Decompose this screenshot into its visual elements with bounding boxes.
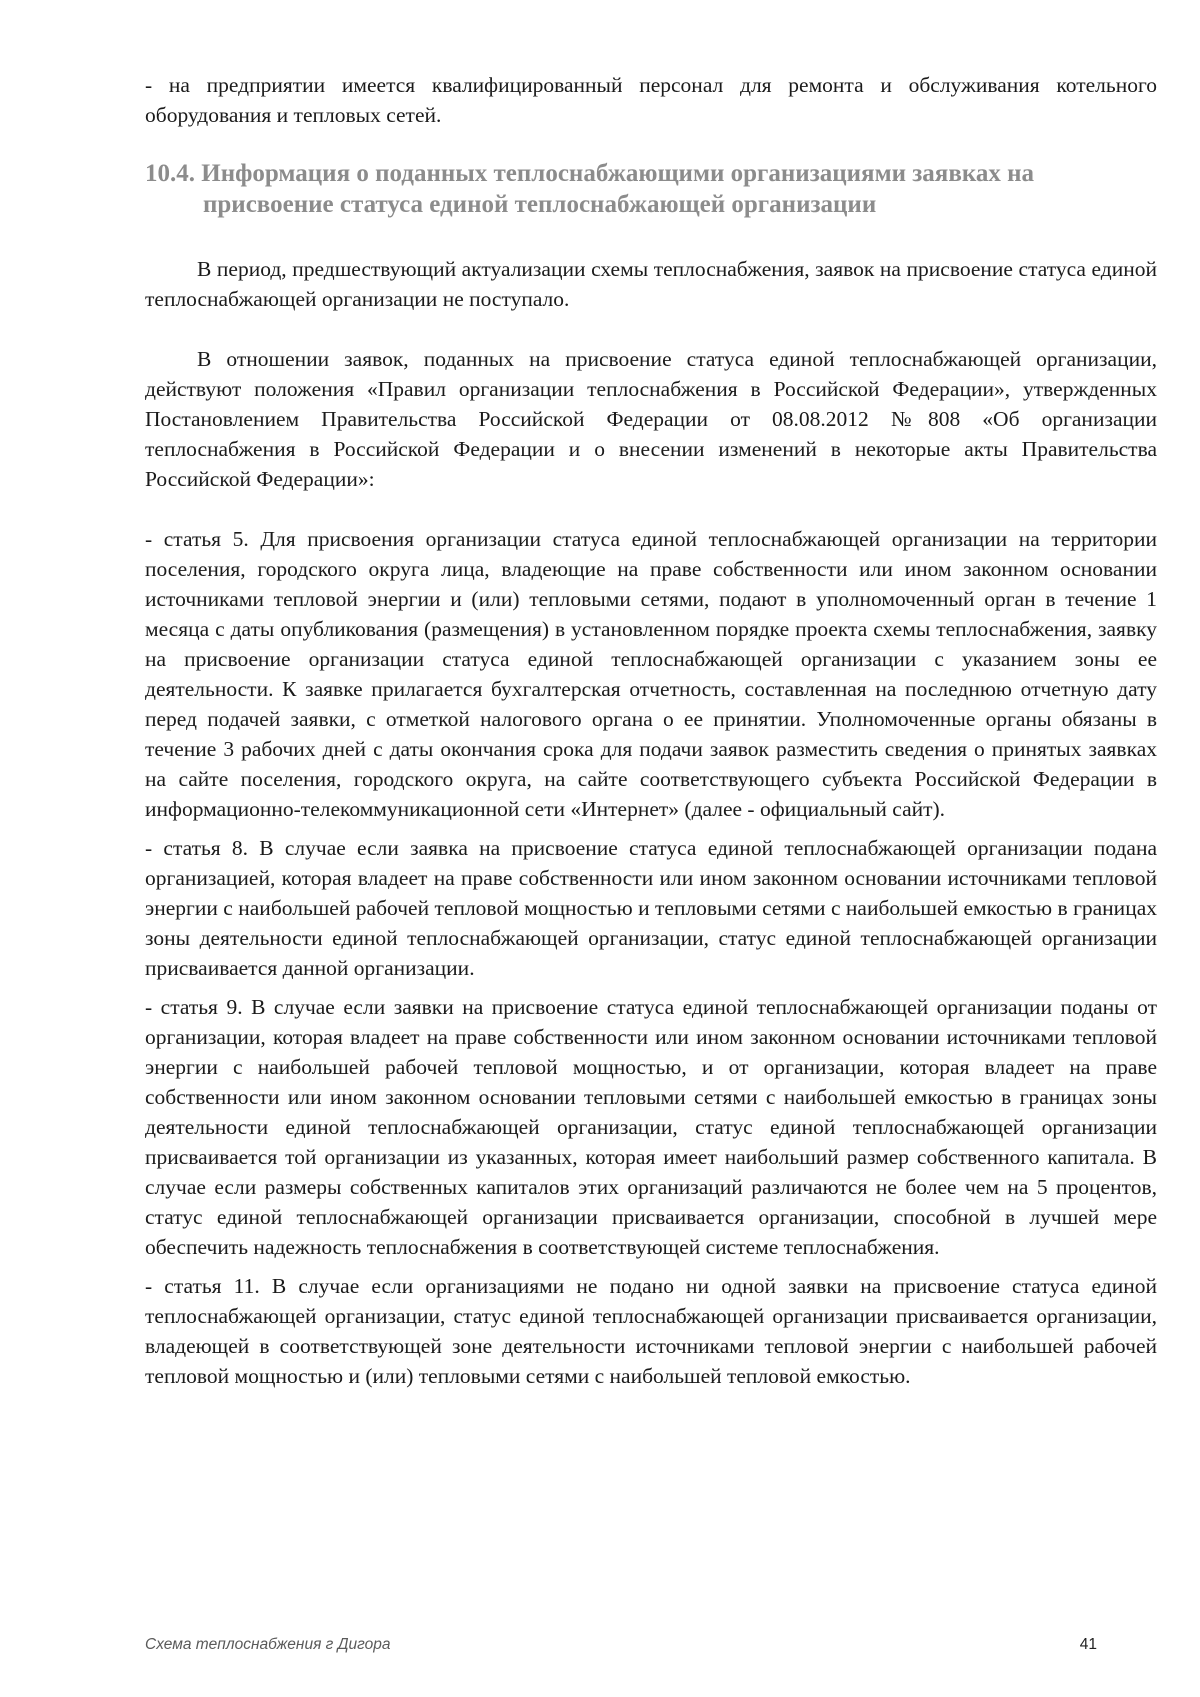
intro-paragraph: - на предприятии имеется квалифицированный персонал для ремонта и обслуживания котельного оборудования и тепловых сетей. xyxy=(145,73,1157,127)
article-paragraph: - статья 5. Для присвоения организации статуса единой теплоснабжающей организации на территории поселения, городского округа лица, владеющие на праве собственности или ином законном основании источниками тепловой энергии и (или) тепловыми сетями, подают в уполномоченный орган в течение 1 месяца с даты опубликования (размещения) в установленном порядке проекта схемы теплоснабжения, заявку на присвоение организации статуса единой теплоснабжающей организации с указанием зоны ее деятельности. К заявке прилагается бухгалтерская отчетность, составленная на последнюю отчетную дату перед подачей заявки, с отметкой налогового органа о ее принятии. Уполномоченные органы обязаны в течение 3 рабочих дней с даты окончания срока для подачи заявок разместить сведения о принятых заявках на сайте поселения, городского округа, на сайте соответствующего субъекта Российской Федерации в информационно-телекоммуникационной сети «Интернет» (далее - официальный сайт). xyxy=(145,527,1157,821)
body-paragraph: В отношении заявок, поданных на присвоение статуса единой теплоснабжающей организации, действуют положения «Правил организации теплоснабжения в Российской Федерации», утвержденных Постановлением Правительства Российской Федерации от 08.08.2012 №808 «Об организации теплоснабжения в Российской Федерации и о внесении изменений в некоторые акты Правительства Российской Федерации»: xyxy=(145,347,1157,491)
section-heading: 10.4. Информация о поданных теплоснабжающими организациями заявках на присвоение статуса единой теплоснабжающей организации xyxy=(145,160,1035,218)
article-paragraph: - статья 9. В случае если заявки на присвоение статуса единой теплоснабжающей организации поданы от организации, которая владеет на праве собственности или ином законном основании источниками тепловой энергии с наибольшей рабочей тепловой мощностью, и от организации, которая владеет на праве собственности или ином законном основании тепловыми сетями с наибольшей емкостью в границах зоны деятельности единой теплоснабжающей организации, статус единой теплоснабжающей организации присваивается той организации из указанных, которая имеет наибольший размер собственного капитала. В случае если размеры собственных капиталов этих организаций различаются не более чем на 5 процентов, статус единой теплоснабжающей организации присваивается организации, способной в лучшей мере обеспечить надежность теплоснабжения в соответствующей системе теплоснабжения. xyxy=(145,995,1157,1259)
page-footer xyxy=(145,1636,1097,1654)
body-paragraph: В период, предшествующий актуализации схемы теплоснабжения, заявок на присвоение статуса единой теплоснабжающей организации не поступало. xyxy=(145,257,1157,311)
document-page xyxy=(145,70,1157,1391)
article-paragraph: - статья 8. В случае если заявка на присвоение статуса единой теплоснабжающей организации подана организацией, которая владеет на праве собственности или ином законном основании источниками тепловой энергии с наибольшей рабочей тепловой мощностью и тепловыми сетями с наибольшей емкостью в границах зоны деятельности единой теплоснабжающей организации, статус единой теплоснабжающей организации присваивается данной организации. xyxy=(145,836,1157,980)
article-paragraph: - статья 11. В случае если организациями не подано ни одной заявки на присвоение статуса единой теплоснабжающей организации, статус единой теплоснабжающей организации присваивается организации, владеющей в соответствующей зоне деятельности источниками тепловой энергии с наибольшей рабочей тепловой мощностью и (или) тепловыми сетями с наибольшей тепловой емкостью. xyxy=(145,1274,1157,1388)
page-number: 41 xyxy=(1079,1636,1097,1653)
footer-title: Схема теплоснабжения г Дигора xyxy=(145,1636,391,1653)
